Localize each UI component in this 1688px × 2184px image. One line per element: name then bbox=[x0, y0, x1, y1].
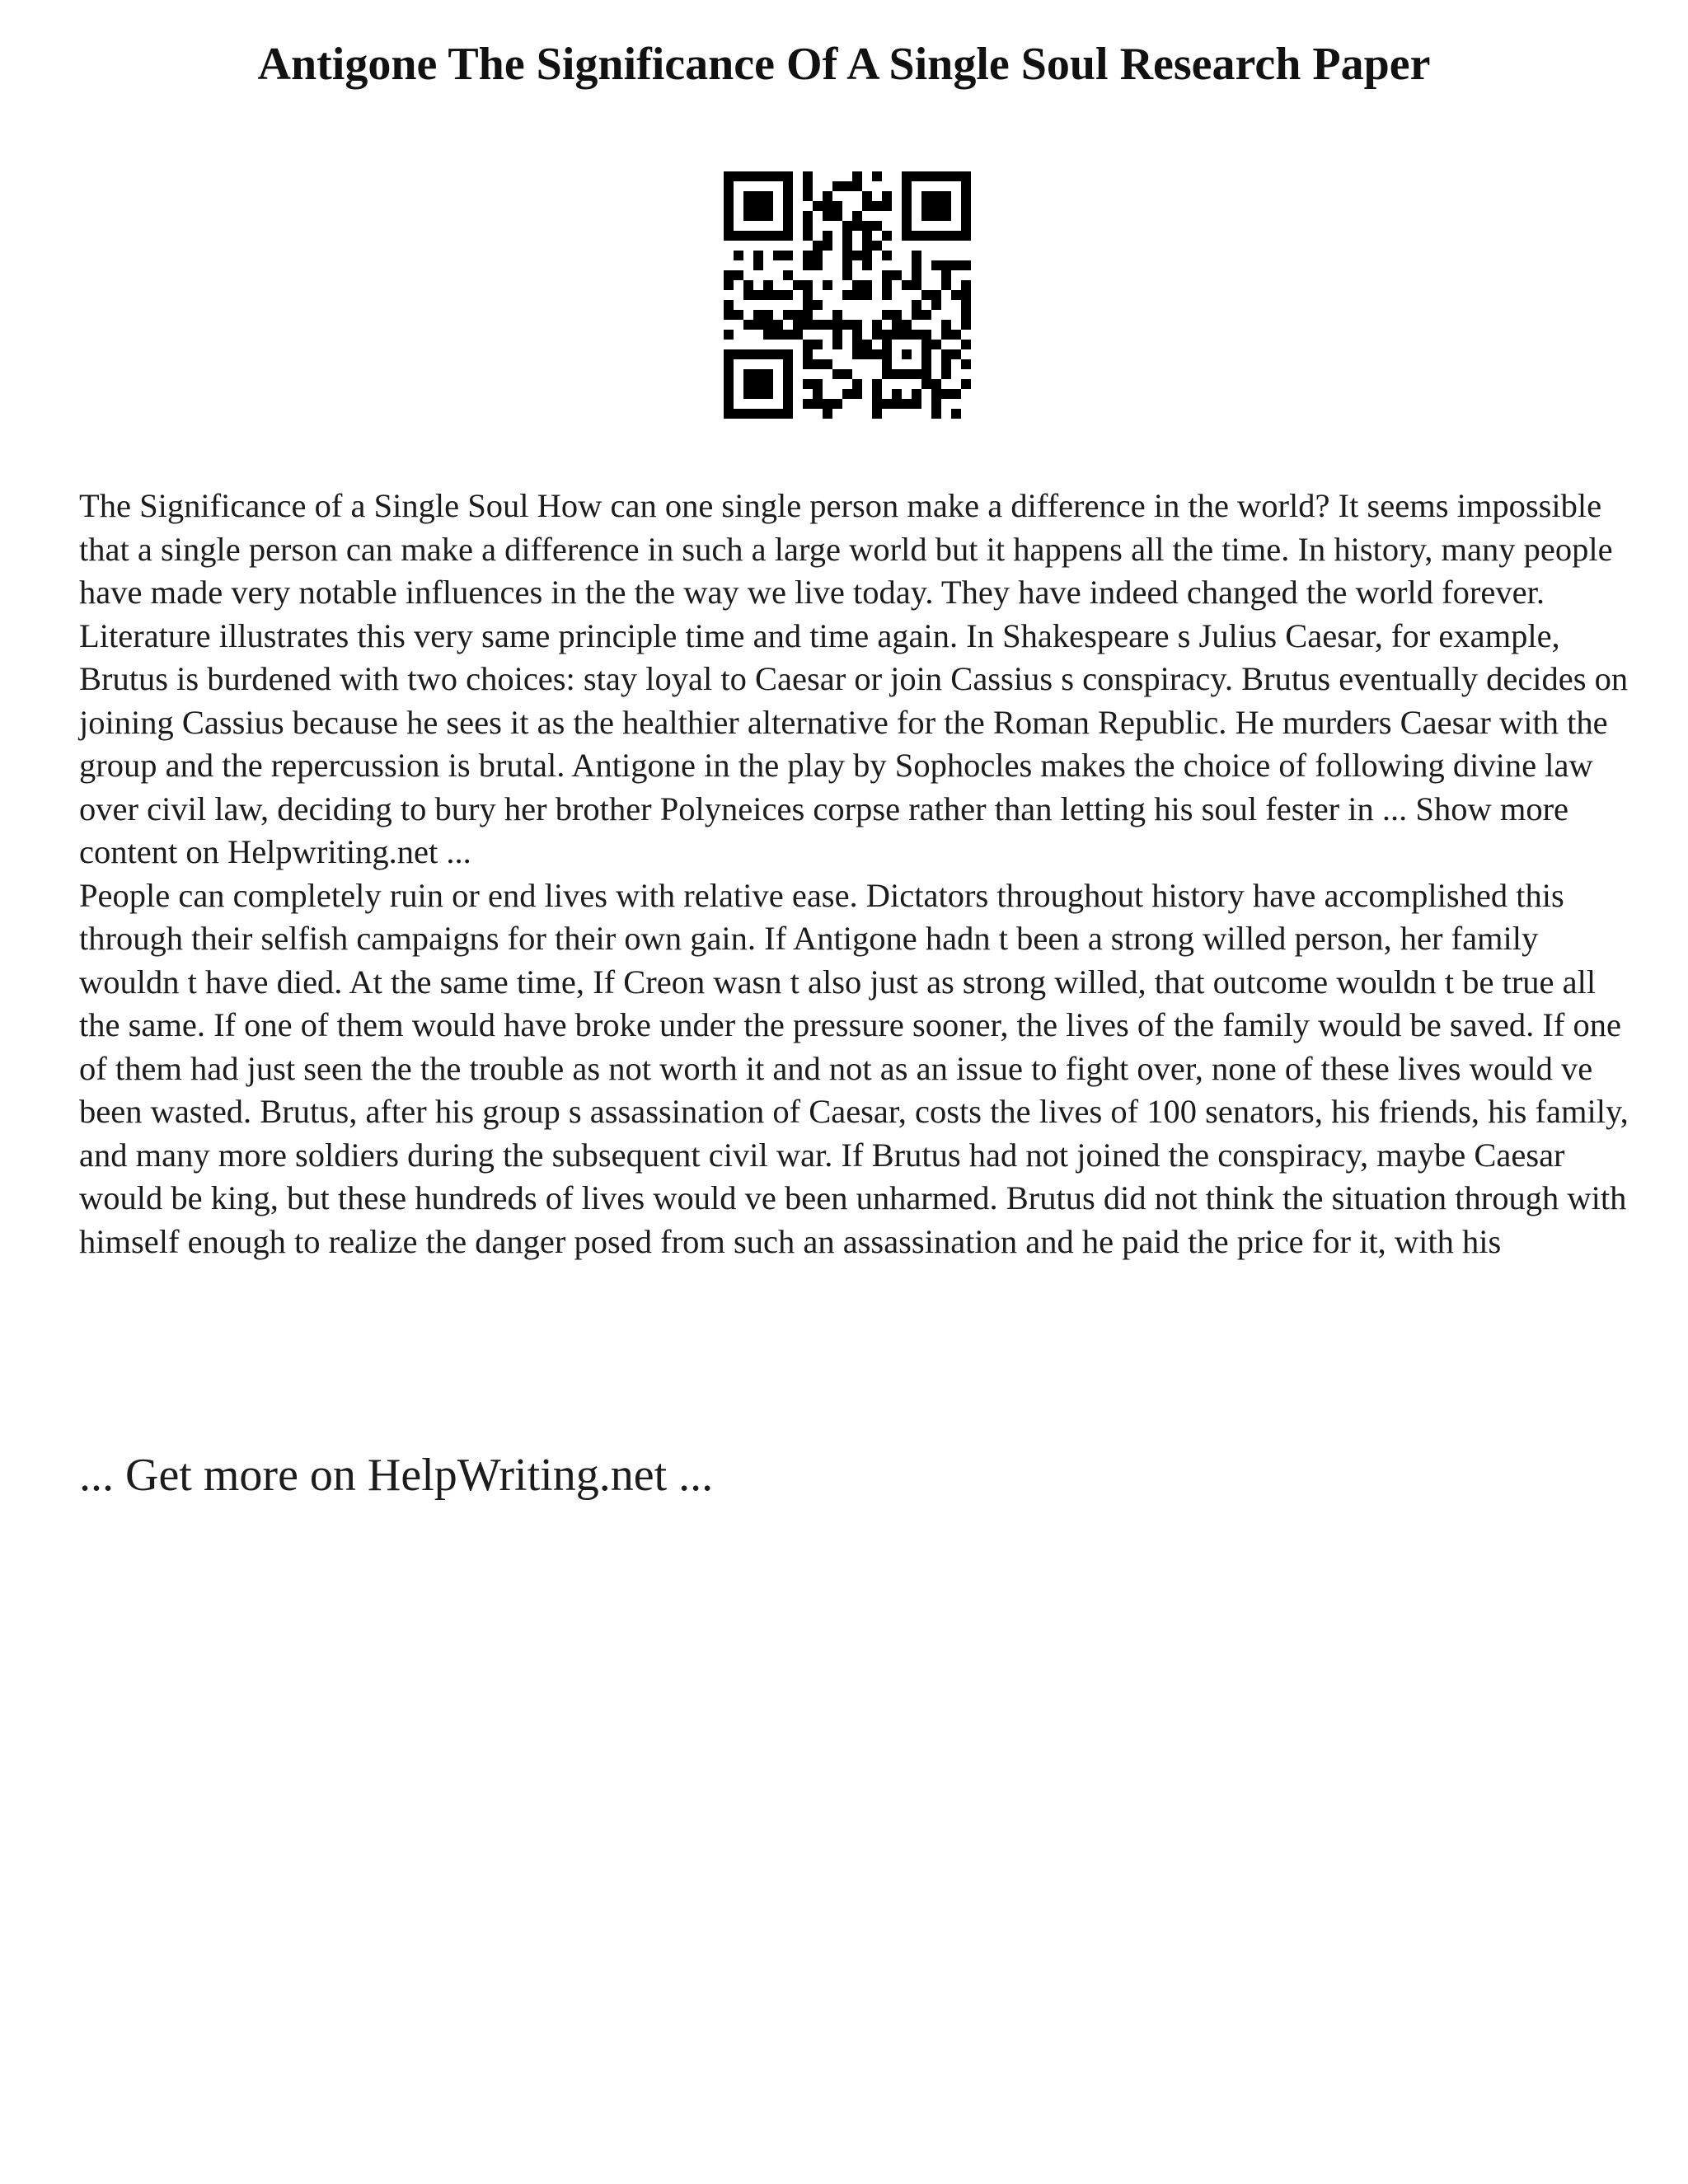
paragraph: The Significance of a Single Soul How can one single person make a difference in the world? It seems impossible that a single person can make a difference in such a large world but it happens all the time. In history, many people have made very notable influences in the the way we live today. They have indeed changed the world forever. Literature illustrates this very same principle time and time again. In Shakespeare s Julius Caesar, for example, Brutus is burdened with two choices: stay loyal to Caesar or join Cassius s conspiracy. Brutus eventually decides on joining Cassius because he sees it as the healthier alternative for the Roman Republic. He murders Caesar with the group and the repercussion is brutal. Antigone in the play by Sophocles makes the choice of following divine law over civil law, deciding to bury her brother Polyneices corpse rather than letting his soul fester in ... Show more content on Helpwriting.net ... bbox=[79, 487, 1629, 870]
paragraph: People can completely ruin or end lives with relative ease. Dictators throughout history have accomplished this through their selfish campaigns for their own gain. If Antigone hadn t been a strong willed person, her family wouldn t have died. At the same time, If Creon wasn t also just as strong willed, that outcome wouldn t be true all the same. If one of them would have broke under the pressure sooner, the lives of the family would be saved. If one of them had just seen the the trouble as not worth it and not as an issue to fight over, none of these lives would ve been wasted. Brutus, after his group s assassination of Caesar, costs the lives of 100 senators, his friends, his family, and many more soldiers during the subsequent civil war. If Brutus had not joined the conspiracy, maybe Caesar would be king, but these hundreds of lives would ve been unharmed. Brutus did not think the situation through with himself enough to realize the danger posed from such an assassination and he paid the price for it, with his bbox=[79, 876, 1629, 1260]
body-text bbox=[79, 485, 1629, 1263]
page-title: Antigone The Significance Of A Single Soul Research Paper bbox=[257, 39, 1431, 90]
qr-code-icon bbox=[724, 171, 971, 419]
get-more-link[interactable]: ... Get more on HelpWriting.net ... bbox=[79, 1450, 714, 1501]
